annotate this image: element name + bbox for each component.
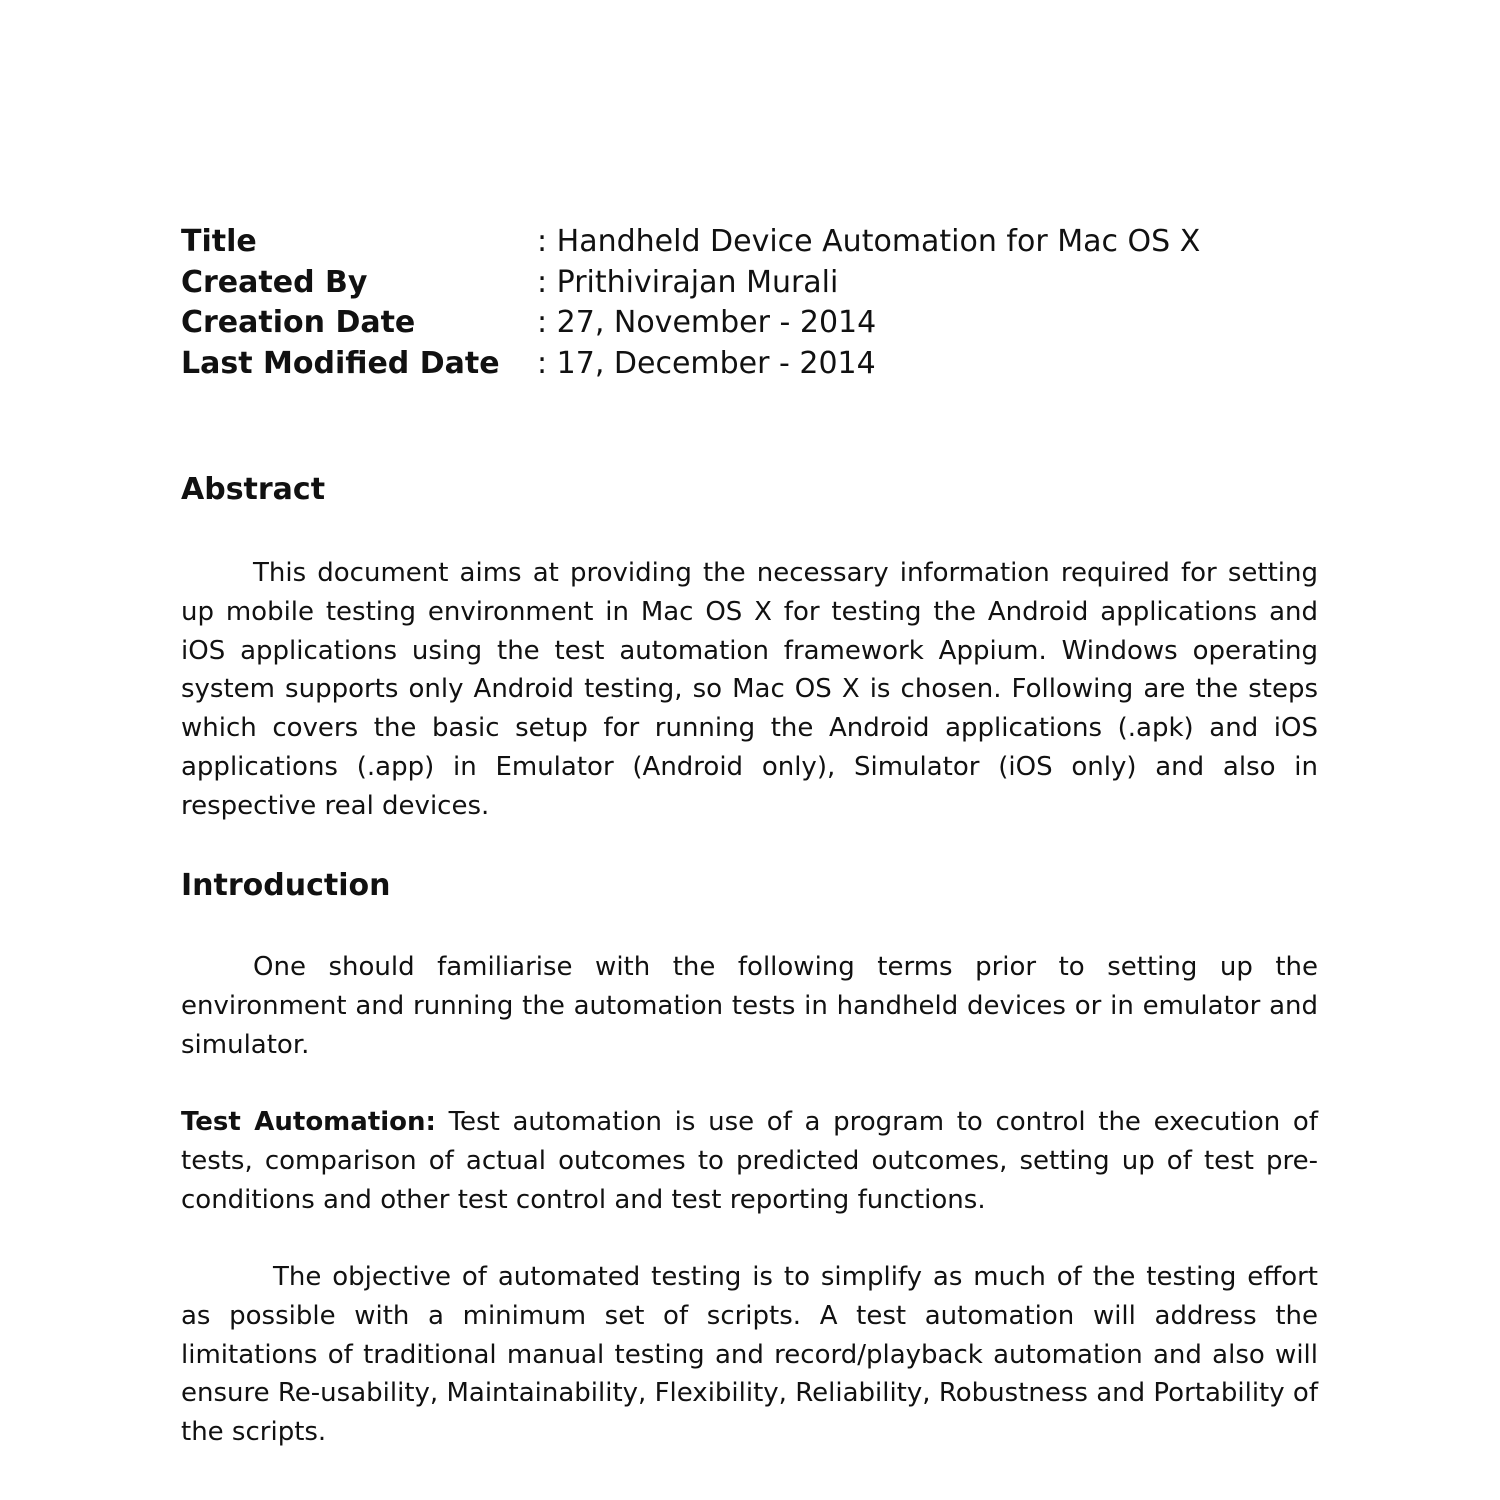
meta-last-modified	[181, 344, 1200, 385]
intro-text: One should familiarise with the following terms prior to setting up the environment and running the automation tests in handheld devices or in emulator and simulator.	[181, 952, 1318, 1060]
term-definition: Test automation is use of a program to control the execution of tests, comparison of actual outcomes to predicted outcomes, setting up of test pre-conditions and other test control and test reporting functions.	[181, 1107, 1318, 1215]
objective-text: The objective of automated testing is to simplify as much of the testing effort as possible with a minimum set of scripts. A test automation will address the limitations of traditional manual testing and record/playback automation and also will ensure Re-usability, Maintainability, Flexibility, Reliability, Robustness and Portability of the scripts.	[181, 1262, 1318, 1448]
meta-title	[181, 222, 1200, 263]
test-automation-definition	[181, 1103, 1318, 1219]
meta-created-by	[181, 263, 1200, 304]
introduction-heading: Introduction	[181, 868, 391, 903]
abstract-text: This document aims at providing the necessary information required for setting up mobile testing environment in Mac OS X for testing the Android applications and iOS applications using the test automation framework Appium. Windows operating system supports only Android testing, so Mac OS X is chosen. Following are the steps which covers the basic setup for running the Android applications (.apk) and iOS applications (.app) in Emulator (Android only), Simulator (iOS only) and also in respective real devices.	[181, 558, 1318, 821]
meta-label: Title	[181, 224, 257, 259]
document-metadata	[181, 222, 1200, 384]
meta-label: Last Modified Date	[181, 345, 500, 381]
intro-paragraph-1	[181, 948, 1318, 1064]
intro-paragraph-3	[181, 1258, 1318, 1452]
meta-value: : 27, November - 2014	[537, 305, 877, 340]
meta-value: : Prithivirajan Murali	[537, 264, 839, 300]
meta-value: : Handheld Device Automation for Mac OS X	[537, 224, 1201, 259]
meta-value: : 17, December - 2014	[537, 345, 876, 381]
abstract-paragraph	[181, 554, 1318, 826]
term-label: Test Automation:	[181, 1107, 436, 1137]
meta-label: Created By	[181, 264, 368, 300]
meta-creation-date	[181, 303, 1200, 344]
abstract-heading: Abstract	[181, 472, 326, 507]
meta-label: Creation Date	[181, 305, 416, 340]
